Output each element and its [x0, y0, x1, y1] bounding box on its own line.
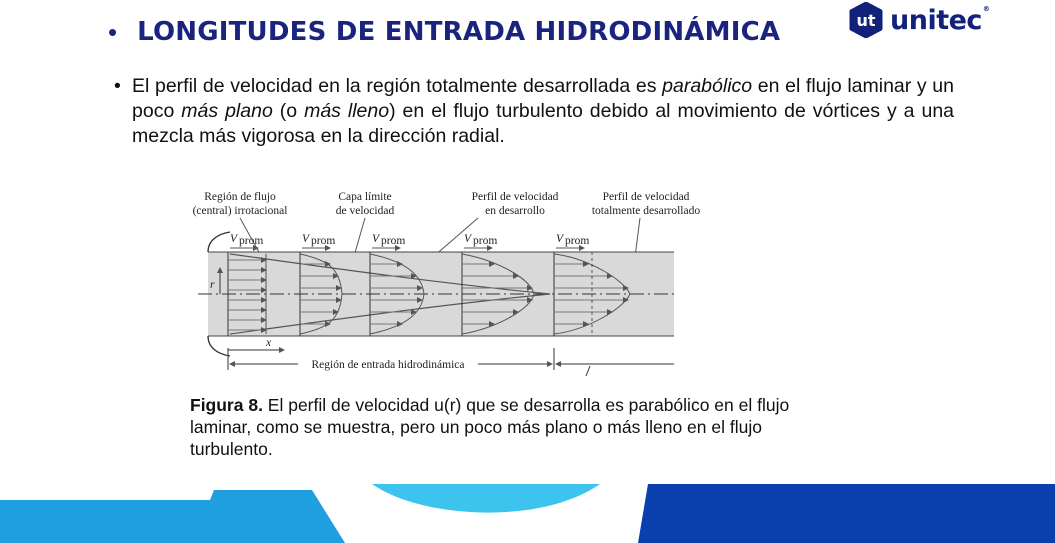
label-irrotational-line1: Región de flujo	[204, 191, 276, 203]
label-developed-profile-line1: Perfil de velocidad	[602, 191, 690, 203]
x-symbol: x	[266, 337, 272, 349]
footer-band-left	[0, 490, 345, 543]
label-developing-profile-line2: en desarrollo	[485, 205, 545, 217]
developed-region-tick	[586, 366, 590, 376]
v-symbol-1: V	[230, 233, 238, 245]
label-boundary-layer-line2: de velocidad	[335, 205, 395, 217]
v-subscript-3: prom	[381, 235, 406, 247]
pipe-inlet-top	[208, 232, 230, 252]
logo-monogram: ut	[856, 11, 876, 30]
v-prom-labels	[230, 233, 589, 248]
logo-registered-mark: ®	[982, 4, 990, 13]
footer-arc-center	[372, 484, 600, 513]
v-symbol-4: V	[464, 233, 472, 245]
figure-caption	[190, 394, 830, 460]
caption-text: El perfil de velocidad u(r) que se desarrolla es parabólico en el flujo laminar, como se muestra, pero un poco más plano o más lleno en el flujo turbulento.	[190, 395, 790, 459]
label-boundary-layer-line1: Capa límite	[338, 191, 392, 203]
v-subscript-1: prom	[239, 235, 264, 247]
emphasis-mas-lleno: más lleno	[304, 100, 390, 122]
unitec-logo	[848, 0, 998, 40]
entrance-region-label: Región de entrada hidrodinámica	[311, 359, 465, 371]
caption-label: Figura 8.	[190, 395, 263, 415]
entrance-region-diagram	[178, 186, 718, 378]
footer-decoration	[0, 478, 1055, 543]
title-bullet: •	[108, 17, 118, 47]
v-symbol-3: V	[372, 233, 380, 245]
emphasis-parabolico: parabólico	[662, 75, 753, 97]
body-paragraph	[114, 74, 954, 149]
label-developing-profile-line1: Perfil de velocidad	[471, 191, 559, 203]
slide-title: LONGITUDES DE ENTRADA HIDRODINÁMICA	[137, 17, 781, 47]
slide-title-row	[108, 12, 780, 52]
label-irrotational-line2: (central) irrotacional	[192, 205, 288, 217]
v-subscript-4: prom	[473, 235, 498, 247]
v-symbol-2: V	[302, 233, 310, 245]
v-symbol-5: V	[556, 233, 564, 245]
entrance-region-figure	[178, 186, 718, 378]
emphasis-mas-plano: más plano	[181, 100, 273, 122]
logo-name: unitec®	[890, 4, 990, 36]
paragraph-text: El perfil de velocidad en la región totalmente desarrollada es parabólico en el flujo laminar y un poco más plano (o más lleno) en el flujo turbulento debido al movimiento de vórtices y a una mezcla más vigorosa en la dirección radial.	[132, 75, 955, 147]
unitec-logo-mark-icon	[848, 2, 884, 38]
label-developed-profile-line2: totalmente desarrollado	[591, 205, 701, 217]
r-symbol: r	[210, 279, 215, 291]
pipe-inlet-bottom	[208, 336, 230, 356]
v-subscript-5: prom	[565, 235, 590, 247]
paragraph-bullet: •	[114, 75, 121, 97]
v-subscript-2: prom	[311, 235, 336, 247]
footer-band-right	[638, 484, 1055, 543]
